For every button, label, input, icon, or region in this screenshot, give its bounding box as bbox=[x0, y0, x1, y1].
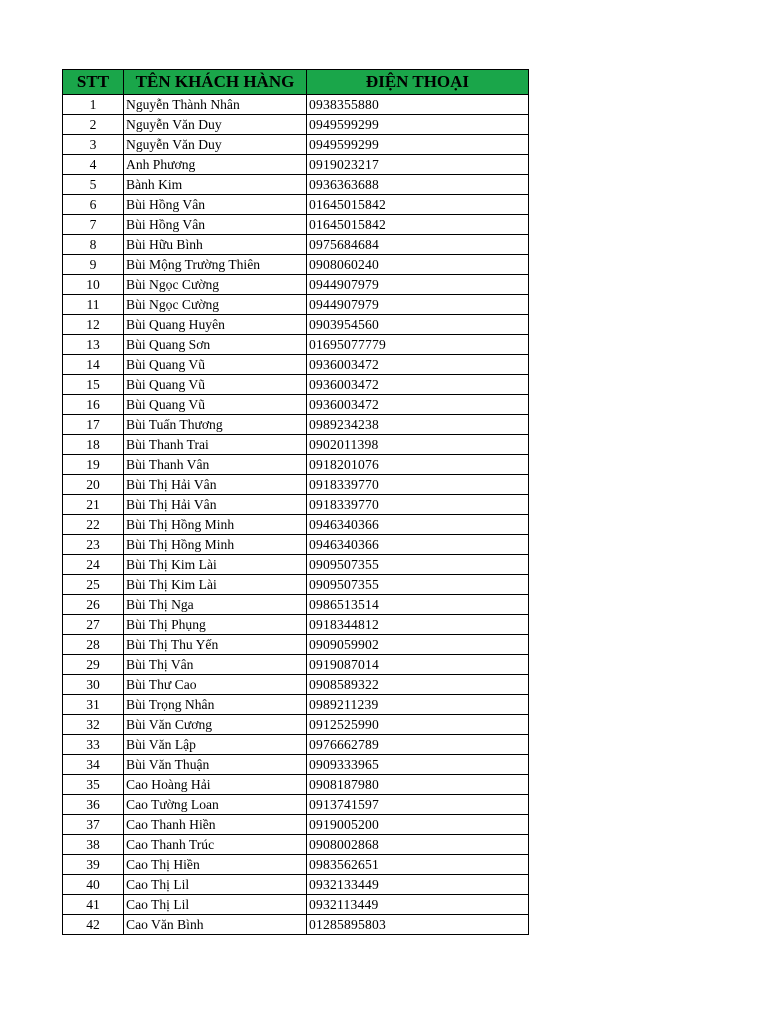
table-header bbox=[63, 70, 529, 95]
cell-stt: 22 bbox=[63, 515, 124, 535]
customer-sheet bbox=[62, 69, 528, 935]
cell-customer-name: Bùi Thư Cao bbox=[124, 675, 307, 695]
cell-phone: 0949599299 bbox=[307, 135, 529, 155]
cell-customer-name: Bùi Quang Vũ bbox=[124, 395, 307, 415]
cell-stt: 5 bbox=[63, 175, 124, 195]
cell-stt: 11 bbox=[63, 295, 124, 315]
cell-phone: 0908187980 bbox=[307, 775, 529, 795]
table-row bbox=[63, 775, 529, 795]
table-row bbox=[63, 735, 529, 755]
cell-customer-name: Bùi Trọng Nhân bbox=[124, 695, 307, 715]
cell-customer-name: Cao Thị Hiền bbox=[124, 855, 307, 875]
cell-stt: 1 bbox=[63, 95, 124, 115]
table-row bbox=[63, 615, 529, 635]
cell-phone: 0936363688 bbox=[307, 175, 529, 195]
table-row bbox=[63, 275, 529, 295]
cell-customer-name: Cao Văn Bình bbox=[124, 915, 307, 935]
table-row bbox=[63, 835, 529, 855]
cell-phone: 0976662789 bbox=[307, 735, 529, 755]
cell-customer-name: Bùi Quang Sơn bbox=[124, 335, 307, 355]
cell-phone: 0913741597 bbox=[307, 795, 529, 815]
table-row bbox=[63, 435, 529, 455]
cell-phone: 0989211239 bbox=[307, 695, 529, 715]
cell-phone: 0949599299 bbox=[307, 115, 529, 135]
cell-stt: 23 bbox=[63, 535, 124, 555]
cell-stt: 31 bbox=[63, 695, 124, 715]
table-row bbox=[63, 135, 529, 155]
cell-customer-name: Bùi Văn Lập bbox=[124, 735, 307, 755]
table-row bbox=[63, 235, 529, 255]
table-row bbox=[63, 715, 529, 735]
cell-customer-name: Bùi Thị Vân bbox=[124, 655, 307, 675]
cell-phone: 0936003472 bbox=[307, 355, 529, 375]
cell-customer-name: Bùi Thị Thu Yến bbox=[124, 635, 307, 655]
table-row bbox=[63, 915, 529, 935]
cell-phone: 0946340366 bbox=[307, 515, 529, 535]
cell-stt: 36 bbox=[63, 795, 124, 815]
cell-phone: 0932133449 bbox=[307, 875, 529, 895]
cell-stt: 12 bbox=[63, 315, 124, 335]
table-row bbox=[63, 515, 529, 535]
cell-customer-name: Nguyễn Thành Nhân bbox=[124, 95, 307, 115]
cell-customer-name: Cao Thị Lil bbox=[124, 875, 307, 895]
cell-phone: 0909507355 bbox=[307, 555, 529, 575]
cell-stt: 20 bbox=[63, 475, 124, 495]
table-row bbox=[63, 875, 529, 895]
cell-customer-name: Bùi Thị Kim Lài bbox=[124, 555, 307, 575]
cell-stt: 30 bbox=[63, 675, 124, 695]
table-row bbox=[63, 155, 529, 175]
cell-phone: 0919023217 bbox=[307, 155, 529, 175]
table-row bbox=[63, 555, 529, 575]
cell-customer-name: Cao Thanh Hiền bbox=[124, 815, 307, 835]
cell-stt: 37 bbox=[63, 815, 124, 835]
cell-phone: 0946340366 bbox=[307, 535, 529, 555]
cell-phone: 0908060240 bbox=[307, 255, 529, 275]
cell-stt: 10 bbox=[63, 275, 124, 295]
cell-phone: 01695077779 bbox=[307, 335, 529, 355]
cell-stt: 32 bbox=[63, 715, 124, 735]
cell-stt: 18 bbox=[63, 435, 124, 455]
header-row bbox=[63, 70, 529, 95]
cell-phone: 0918201076 bbox=[307, 455, 529, 475]
cell-stt: 34 bbox=[63, 755, 124, 775]
cell-phone: 0944907979 bbox=[307, 295, 529, 315]
table-row bbox=[63, 575, 529, 595]
table-row bbox=[63, 795, 529, 815]
table-row bbox=[63, 675, 529, 695]
table-row bbox=[63, 375, 529, 395]
table-row bbox=[63, 755, 529, 775]
cell-stt: 35 bbox=[63, 775, 124, 795]
table-row bbox=[63, 95, 529, 115]
table-row bbox=[63, 475, 529, 495]
cell-phone: 0938355880 bbox=[307, 95, 529, 115]
cell-stt: 42 bbox=[63, 915, 124, 935]
table-row bbox=[63, 195, 529, 215]
cell-phone: 0909059902 bbox=[307, 635, 529, 655]
cell-stt: 29 bbox=[63, 655, 124, 675]
cell-customer-name: Bành Kim bbox=[124, 175, 307, 195]
cell-stt: 25 bbox=[63, 575, 124, 595]
cell-stt: 14 bbox=[63, 355, 124, 375]
cell-phone: 0936003472 bbox=[307, 375, 529, 395]
table-row bbox=[63, 895, 529, 915]
cell-customer-name: Bùi Thị Hải Vân bbox=[124, 495, 307, 515]
cell-customer-name: Bùi Tuấn Thương bbox=[124, 415, 307, 435]
cell-phone: 0908002868 bbox=[307, 835, 529, 855]
cell-stt: 24 bbox=[63, 555, 124, 575]
cell-customer-name: Bùi Ngọc Cường bbox=[124, 295, 307, 315]
cell-stt: 8 bbox=[63, 235, 124, 255]
table-row bbox=[63, 635, 529, 655]
cell-stt: 21 bbox=[63, 495, 124, 515]
table-row bbox=[63, 175, 529, 195]
cell-stt: 6 bbox=[63, 195, 124, 215]
cell-customer-name: Nguyễn Văn Duy bbox=[124, 135, 307, 155]
table-row bbox=[63, 415, 529, 435]
header-customer-name: TÊN KHÁCH HÀNG bbox=[124, 70, 307, 95]
cell-customer-name: Bùi Mộng Trường Thiên bbox=[124, 255, 307, 275]
header-stt: STT bbox=[63, 70, 124, 95]
cell-customer-name: Cao Tường Loan bbox=[124, 795, 307, 815]
cell-phone: 0918344812 bbox=[307, 615, 529, 635]
cell-phone: 0903954560 bbox=[307, 315, 529, 335]
cell-phone: 0908589322 bbox=[307, 675, 529, 695]
table-row bbox=[63, 335, 529, 355]
cell-phone: 0944907979 bbox=[307, 275, 529, 295]
cell-phone: 0918339770 bbox=[307, 495, 529, 515]
cell-phone: 0936003472 bbox=[307, 395, 529, 415]
cell-stt: 7 bbox=[63, 215, 124, 235]
cell-phone: 0975684684 bbox=[307, 235, 529, 255]
cell-stt: 15 bbox=[63, 375, 124, 395]
cell-customer-name: Nguyễn Văn Duy bbox=[124, 115, 307, 135]
cell-stt: 16 bbox=[63, 395, 124, 415]
cell-phone: 0919087014 bbox=[307, 655, 529, 675]
cell-customer-name: Bùi Thị Hải Vân bbox=[124, 475, 307, 495]
cell-customer-name: Bùi Thị Hồng Minh bbox=[124, 515, 307, 535]
cell-stt: 3 bbox=[63, 135, 124, 155]
cell-stt: 26 bbox=[63, 595, 124, 615]
cell-phone: 0983562651 bbox=[307, 855, 529, 875]
cell-stt: 2 bbox=[63, 115, 124, 135]
cell-stt: 33 bbox=[63, 735, 124, 755]
cell-phone: 0902011398 bbox=[307, 435, 529, 455]
cell-customer-name: Bùi Thanh Vân bbox=[124, 455, 307, 475]
cell-customer-name: Bùi Hồng Vân bbox=[124, 215, 307, 235]
cell-phone: 01645015842 bbox=[307, 215, 529, 235]
cell-customer-name: Bùi Thị Hồng Minh bbox=[124, 535, 307, 555]
cell-customer-name: Cao Thanh Trúc bbox=[124, 835, 307, 855]
cell-customer-name: Bùi Thị Nga bbox=[124, 595, 307, 615]
cell-customer-name: Bùi Quang Huyên bbox=[124, 315, 307, 335]
cell-stt: 17 bbox=[63, 415, 124, 435]
table-row bbox=[63, 315, 529, 335]
cell-stt: 13 bbox=[63, 335, 124, 355]
cell-stt: 38 bbox=[63, 835, 124, 855]
cell-phone: 0989234238 bbox=[307, 415, 529, 435]
cell-customer-name: Bùi Văn Cương bbox=[124, 715, 307, 735]
cell-phone: 0912525990 bbox=[307, 715, 529, 735]
cell-stt: 28 bbox=[63, 635, 124, 655]
cell-customer-name: Bùi Quang Vũ bbox=[124, 375, 307, 395]
cell-phone: 0919005200 bbox=[307, 815, 529, 835]
cell-phone: 0986513514 bbox=[307, 595, 529, 615]
cell-customer-name: Bùi Quang Vũ bbox=[124, 355, 307, 375]
cell-stt: 4 bbox=[63, 155, 124, 175]
table-row bbox=[63, 295, 529, 315]
customer-table bbox=[62, 69, 529, 935]
table-row bbox=[63, 255, 529, 275]
cell-stt: 19 bbox=[63, 455, 124, 475]
table-row bbox=[63, 535, 529, 555]
cell-stt: 9 bbox=[63, 255, 124, 275]
cell-customer-name: Bùi Ngọc Cường bbox=[124, 275, 307, 295]
cell-customer-name: Anh Phương bbox=[124, 155, 307, 175]
table-row bbox=[63, 595, 529, 615]
header-phone: ĐIỆN THOẠI bbox=[307, 70, 529, 95]
cell-customer-name: Bùi Hồng Vân bbox=[124, 195, 307, 215]
cell-phone: 01645015842 bbox=[307, 195, 529, 215]
cell-phone: 0932113449 bbox=[307, 895, 529, 915]
table-row bbox=[63, 695, 529, 715]
table-row bbox=[63, 395, 529, 415]
cell-phone: 01285895803 bbox=[307, 915, 529, 935]
table-body bbox=[63, 95, 529, 935]
cell-stt: 27 bbox=[63, 615, 124, 635]
cell-customer-name: Bùi Thanh Trai bbox=[124, 435, 307, 455]
cell-customer-name: Cao Thị Lil bbox=[124, 895, 307, 915]
cell-stt: 41 bbox=[63, 895, 124, 915]
cell-stt: 40 bbox=[63, 875, 124, 895]
table-row bbox=[63, 115, 529, 135]
table-row bbox=[63, 855, 529, 875]
cell-customer-name: Bùi Hữu Bình bbox=[124, 235, 307, 255]
table-row bbox=[63, 495, 529, 515]
table-row bbox=[63, 815, 529, 835]
cell-customer-name: Bùi Thị Phụng bbox=[124, 615, 307, 635]
cell-customer-name: Bùi Văn Thuận bbox=[124, 755, 307, 775]
cell-phone: 0918339770 bbox=[307, 475, 529, 495]
cell-customer-name: Bùi Thị Kim Lài bbox=[124, 575, 307, 595]
table-row bbox=[63, 655, 529, 675]
cell-stt: 39 bbox=[63, 855, 124, 875]
cell-phone: 0909333965 bbox=[307, 755, 529, 775]
cell-phone: 0909507355 bbox=[307, 575, 529, 595]
table-row bbox=[63, 215, 529, 235]
table-row bbox=[63, 455, 529, 475]
cell-customer-name: Cao Hoàng Hải bbox=[124, 775, 307, 795]
table-row bbox=[63, 355, 529, 375]
